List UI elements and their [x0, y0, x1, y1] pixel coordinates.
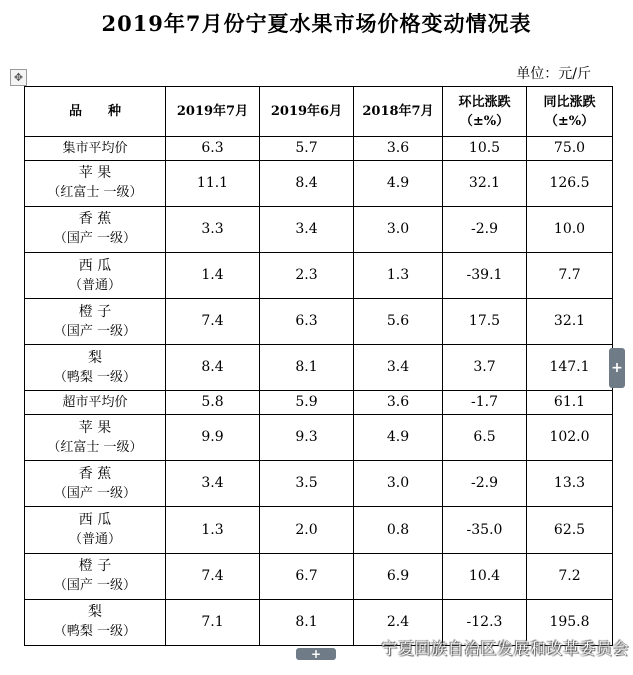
- cell-variety: [25, 391, 166, 415]
- variety-name: 西 瓜: [78, 512, 112, 529]
- variety-grade: （普通）: [68, 532, 121, 548]
- table-row-average: [25, 137, 613, 161]
- variety-name: 梨: [88, 349, 102, 366]
- table-row-average: [25, 391, 613, 415]
- cell-mom: -1.7: [443, 391, 527, 415]
- cell-jun2019: 8.4: [260, 160, 354, 206]
- variety-name: 香 蕉: [78, 211, 112, 228]
- variety-name: 香 蕉: [78, 465, 112, 482]
- table-header-row: [25, 87, 613, 137]
- cell-yoy: 195.8: [527, 599, 613, 645]
- variety-grade: （鸭梨 一级）: [53, 624, 137, 640]
- variety-grade: （国产 一级）: [53, 231, 137, 247]
- cell-jul2019: 7.1: [166, 599, 260, 645]
- variety-name: 超市平均价: [62, 395, 128, 411]
- cell-jul2019: 3.3: [166, 206, 260, 252]
- cell-yoy: 61.1: [527, 391, 613, 415]
- variety-name: 集市平均价: [62, 140, 128, 156]
- cell-variety: [25, 345, 166, 391]
- cell-mom: 3.7: [443, 345, 527, 391]
- cell-yoy: 102.0: [527, 415, 613, 461]
- cell-jul2019: 3.4: [166, 461, 260, 507]
- add-row-handle[interactable]: +: [296, 648, 336, 660]
- cell-jul2019: 6.3: [166, 137, 260, 161]
- cell-yoy: 32.1: [527, 299, 613, 345]
- variety-grade: （红富士 一级）: [47, 185, 143, 201]
- cell-mom: -35.0: [443, 507, 527, 553]
- cell-jul2018: 3.6: [354, 391, 443, 415]
- table-row: [25, 299, 613, 345]
- cell-mom: 6.5: [443, 415, 527, 461]
- cell-mom: 32.1: [443, 160, 527, 206]
- cell-mom: 17.5: [443, 299, 527, 345]
- cell-variety: [25, 299, 166, 345]
- cell-variety: [25, 461, 166, 507]
- header-jun-2019: 2019年6月: [260, 87, 354, 137]
- cell-jul2018: 3.6: [354, 137, 443, 161]
- cell-yoy: 7.2: [527, 553, 613, 599]
- cell-jun2019: 5.7: [260, 137, 354, 161]
- cell-jun2019: 6.3: [260, 299, 354, 345]
- header-jul-2019: 2019年7月: [166, 87, 260, 137]
- cell-jul2018: 4.9: [354, 415, 443, 461]
- variety-grade: （国产 一级）: [53, 485, 137, 501]
- page-title: 2019年7月份宁夏水果市场价格变动情况表: [101, 11, 532, 36]
- cell-variety: [25, 252, 166, 298]
- cell-mom: 10.5: [443, 137, 527, 161]
- cell-jun2019: 8.1: [260, 599, 354, 645]
- cell-jun2019: 2.0: [260, 507, 354, 553]
- header-yoy-unit: （±%）: [544, 113, 595, 129]
- cell-variety: [25, 507, 166, 553]
- cell-mom: -2.9: [443, 206, 527, 252]
- cell-yoy: 126.5: [527, 160, 613, 206]
- table-move-handle-icon[interactable]: ✥: [10, 69, 27, 86]
- table-row: [25, 345, 613, 391]
- cell-jun2019: 9.3: [260, 415, 354, 461]
- variety-grade: （国产 一级）: [53, 323, 137, 339]
- add-column-handle[interactable]: +: [609, 348, 625, 388]
- variety-name: 梨: [88, 604, 102, 621]
- variety-grade: （红富士 一级）: [47, 439, 143, 455]
- cell-jul2019: 7.4: [166, 553, 260, 599]
- cell-jul2019: 7.4: [166, 299, 260, 345]
- cell-jul2019: 1.4: [166, 252, 260, 298]
- cell-jul2018: 6.9: [354, 553, 443, 599]
- cell-yoy: 75.0: [527, 137, 613, 161]
- table-row: [25, 553, 613, 599]
- cell-jul2018: 3.4: [354, 345, 443, 391]
- cell-mom: -2.9: [443, 461, 527, 507]
- watermark: 宁夏回族自治区发展和改革委员会: [381, 639, 629, 658]
- cell-mom: -12.3: [443, 599, 527, 645]
- variety-grade: （鸭梨 一级）: [53, 369, 137, 385]
- cell-jul2019: 5.8: [166, 391, 260, 415]
- table-row: [25, 160, 613, 206]
- variety-name: 橙 子: [78, 303, 112, 320]
- cell-jun2019: 5.9: [260, 391, 354, 415]
- cell-jul2019: 1.3: [166, 507, 260, 553]
- header-yoy-label: 同比涨跌: [543, 94, 596, 110]
- cell-variety: [25, 206, 166, 252]
- header-mom-label: 环比涨跌: [458, 94, 511, 110]
- variety-grade: （普通）: [68, 277, 121, 293]
- table-row: [25, 415, 613, 461]
- cell-yoy: 10.0: [527, 206, 613, 252]
- cell-jul2018: 4.9: [354, 160, 443, 206]
- unit-label: 单位：元/斤: [516, 66, 591, 82]
- cell-jun2019: 3.4: [260, 206, 354, 252]
- cell-jul2019: 9.9: [166, 415, 260, 461]
- cell-variety: [25, 137, 166, 161]
- variety-name: 橙 子: [78, 558, 112, 575]
- header-yoy-change: [527, 87, 613, 137]
- cell-jul2018: 1.3: [354, 252, 443, 298]
- variety-name: 苹 果: [78, 419, 112, 436]
- variety-name: 苹 果: [78, 165, 112, 182]
- cell-mom: 10.4: [443, 553, 527, 599]
- cell-variety: [25, 160, 166, 206]
- header-variety: 品 种: [25, 87, 166, 137]
- cell-jul2018: 3.0: [354, 461, 443, 507]
- cell-variety: [25, 553, 166, 599]
- table-row: [25, 252, 613, 298]
- variety-grade: （国产 一级）: [53, 578, 137, 594]
- price-table: [24, 86, 613, 646]
- table-row: [25, 206, 613, 252]
- table-body: [25, 137, 613, 646]
- header-jul-2018: 2018年7月: [354, 87, 443, 137]
- variety-name: 西 瓜: [78, 257, 112, 274]
- cell-jul2018: 0.8: [354, 507, 443, 553]
- cell-jul2018: 3.0: [354, 206, 443, 252]
- table-row: [25, 507, 613, 553]
- table-row: [25, 461, 613, 507]
- cell-mom: -39.1: [443, 252, 527, 298]
- cell-jun2019: 2.3: [260, 252, 354, 298]
- cell-variety: [25, 415, 166, 461]
- cell-variety: [25, 599, 166, 645]
- cell-jul2019: 8.4: [166, 345, 260, 391]
- cell-yoy: 7.7: [527, 252, 613, 298]
- cell-jul2018: 5.6: [354, 299, 443, 345]
- cell-jun2019: 8.1: [260, 345, 354, 391]
- header-mom-change: [443, 87, 527, 137]
- header-mom-unit: （±%）: [459, 113, 510, 129]
- cell-yoy: 13.3: [527, 461, 613, 507]
- cell-jun2019: 3.5: [260, 461, 354, 507]
- cell-yoy: 147.1: [527, 345, 613, 391]
- cell-jun2019: 6.7: [260, 553, 354, 599]
- cell-jul2019: 11.1: [166, 160, 260, 206]
- cell-jul2018: 2.4: [354, 599, 443, 645]
- cell-yoy: 62.5: [527, 507, 613, 553]
